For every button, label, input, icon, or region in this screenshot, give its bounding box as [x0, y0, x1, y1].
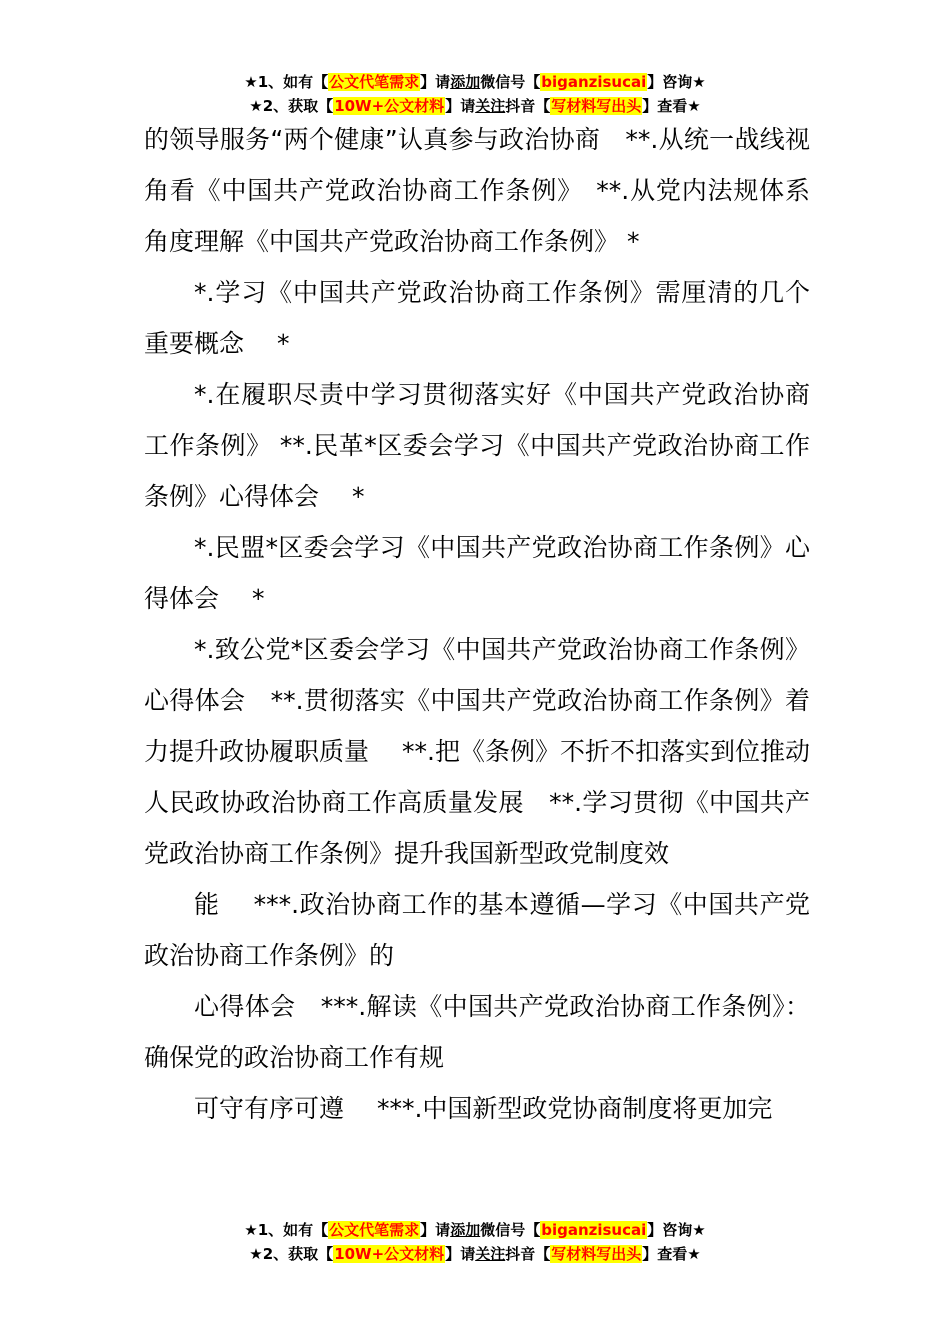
banner-text: 】查看★	[642, 1245, 701, 1263]
banner-text: ★1、如有【	[244, 73, 329, 91]
banner-text: 】咨询★	[647, 1221, 706, 1239]
banner-emphasis: 关注	[475, 1245, 506, 1263]
header-banner	[0, 70, 950, 118]
highlight-wechat-id: biganzisucai	[541, 73, 647, 91]
banner-text: 微信号【	[480, 1221, 541, 1239]
paragraph: *.致公党*区委会学习《中国共产党政治协商工作条例》心得体会 **.贯彻落实《中国共产党政治协商工作条例》着力提升政协履职质量 **.把《条例》不折不扣落实到位推动人民政协政治协商工作高质量发展 **.学习贯彻《中国共产党政治协商工作条例》提升我国新型政党制度效	[144, 635, 810, 868]
footer-banner	[0, 1218, 950, 1266]
paragraph: 能 ***.政治协商工作的基本遵循—学习《中国共产党政治协商工作条例》的	[144, 890, 810, 970]
banner-emphasis: 关注	[475, 97, 506, 115]
paragraph: *.民盟*区委会学习《中国共产党政治协商工作条例》心得体会 *	[144, 533, 810, 613]
banner-line-1	[0, 1218, 950, 1242]
highlight-materials: 10W+公文材料	[334, 97, 445, 115]
banner-emphasis: 添加	[450, 73, 481, 91]
highlight-wechat-id: biganzisucai	[541, 1221, 647, 1239]
banner-text: 微信号【	[480, 73, 541, 91]
banner-text: 】请	[420, 1221, 451, 1239]
paragraph: 的领导服务“两个健康”认真参与政治协商 **.从统一战线视角看《中国共产党政治协商工作条例》 **.从党内法规体系角度理解《中国共产党政治协商工作条例》 *	[144, 125, 810, 256]
paragraph: 心得体会 ***.解读《中国共产党政治协商工作条例》：确保党的政治协商工作有规	[144, 992, 810, 1072]
highlight-service: 公文代笔需求	[329, 73, 420, 91]
highlight-douyin: 写材料写出头	[551, 1245, 642, 1263]
banner-text: 】请	[420, 73, 451, 91]
banner-emphasis: 添加	[450, 1221, 481, 1239]
document-body	[144, 114, 810, 1134]
banner-text: 抖音【	[505, 1245, 551, 1263]
banner-text: 】请	[445, 1245, 476, 1263]
highlight-materials: 10W+公文材料	[334, 1245, 445, 1263]
banner-text: ★1、如有【	[244, 1221, 329, 1239]
highlight-service: 公文代笔需求	[329, 1221, 420, 1239]
banner-line-1	[0, 70, 950, 94]
banner-text: 】查看★	[642, 97, 701, 115]
paragraph: 可守有序可遵 ***.中国新型政党协商制度将更加完	[194, 1094, 773, 1123]
banner-text: ★2、获取【	[249, 1245, 334, 1263]
paragraph: *.在履职尽责中学习贯彻落实好《中国共产党政治协商工作条例》 **.民革*区委会学习《中国共产党政治协商工作条例》心得体会 *	[144, 380, 810, 511]
banner-line-2	[0, 1242, 950, 1266]
highlight-douyin: 写材料写出头	[551, 97, 642, 115]
banner-text: 】咨询★	[647, 73, 706, 91]
banner-text: ★2、获取【	[249, 97, 334, 115]
banner-text: 】请	[445, 97, 476, 115]
paragraph: *.学习《中国共产党政治协商工作条例》需厘清的几个重要概念 *	[144, 278, 810, 358]
banner-text: 抖音【	[505, 97, 551, 115]
